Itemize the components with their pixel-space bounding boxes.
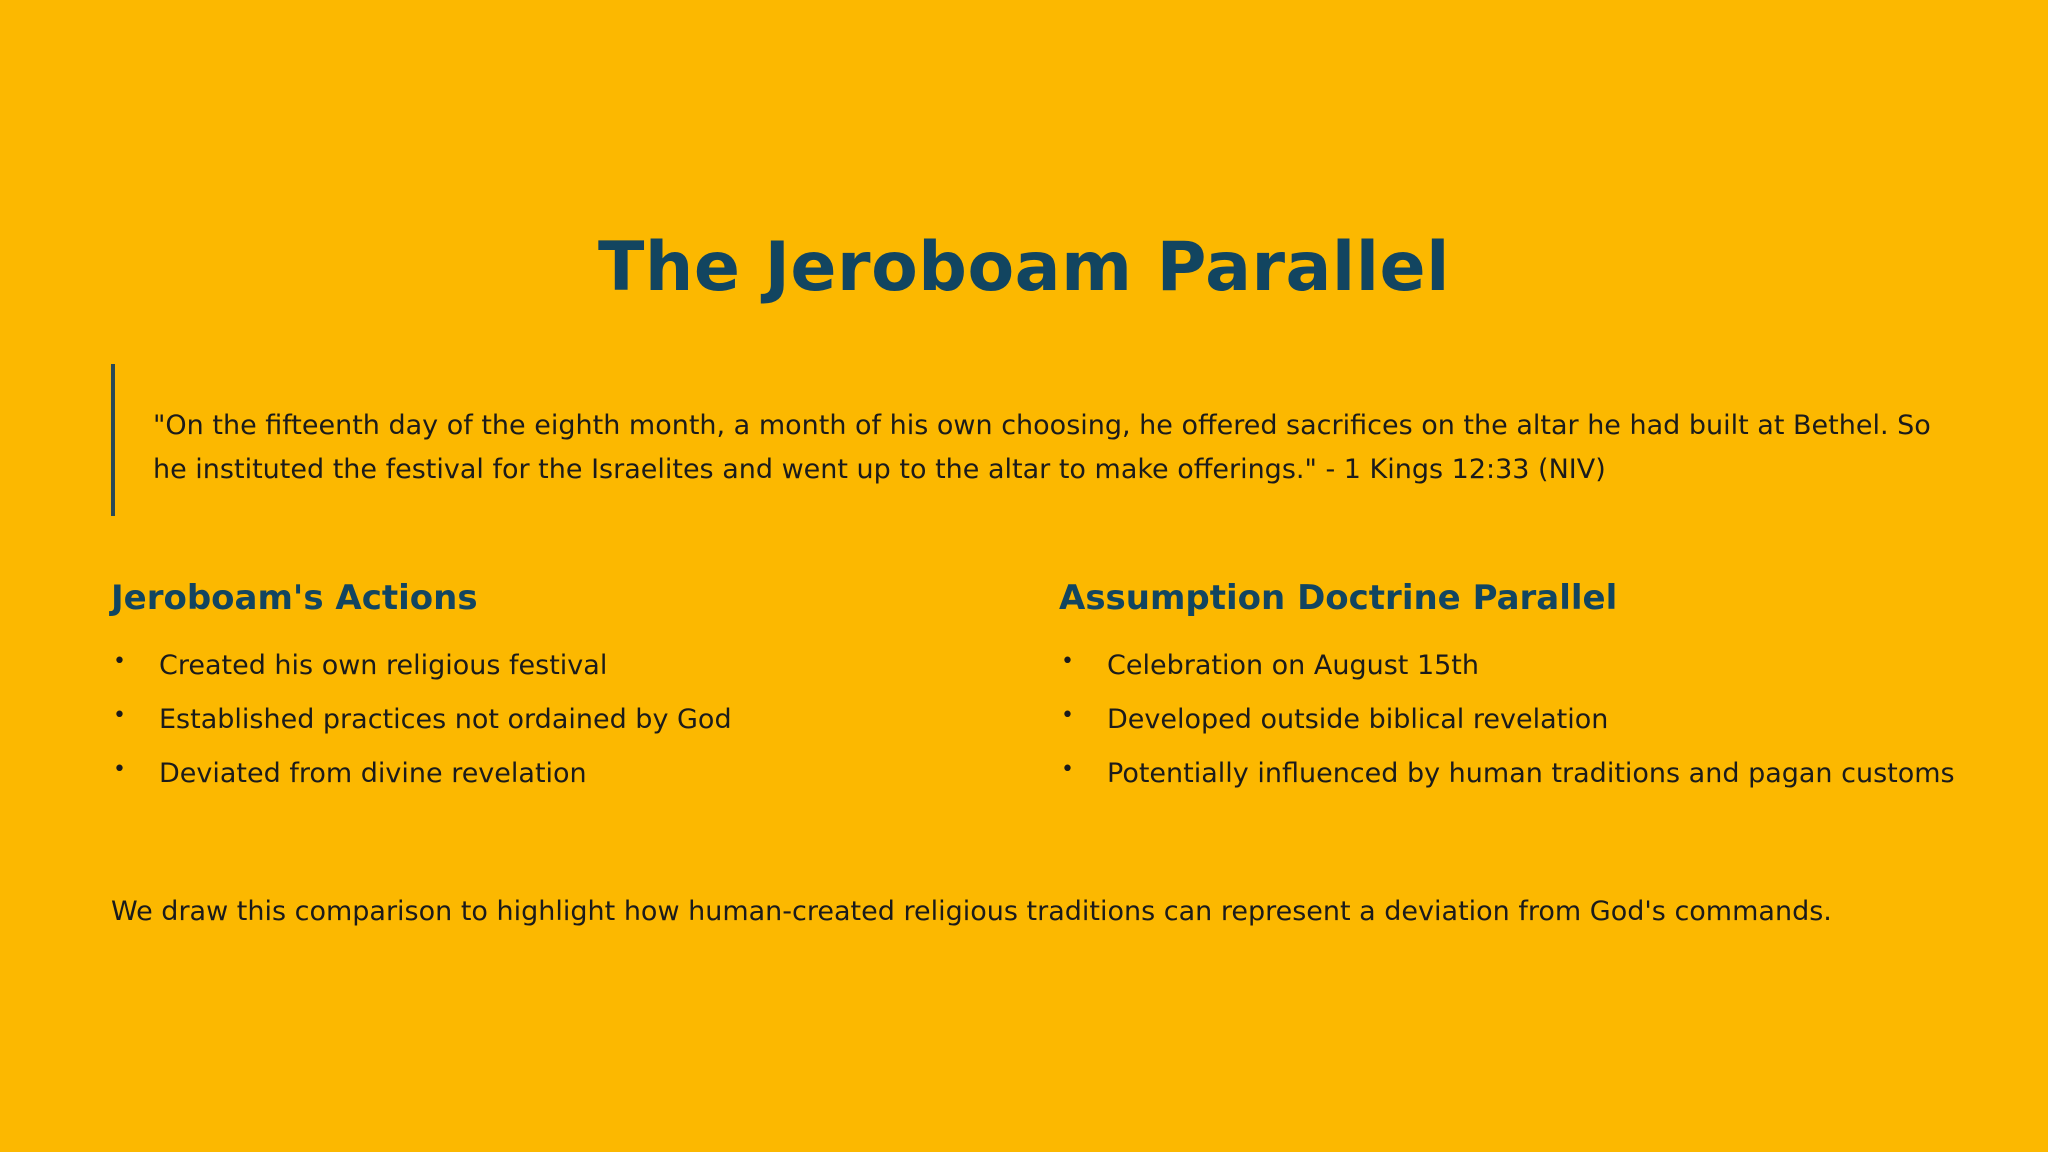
list-item xyxy=(111,702,1011,738)
jeroboam-actions-column xyxy=(111,574,1011,810)
list-item xyxy=(1059,756,1959,792)
conclusion-text: We draw this comparison to highlight how human-created religious traditions can represent a deviation from God's commands. xyxy=(111,896,1832,927)
jeroboam-actions-heading: Jeroboam's Actions xyxy=(111,578,478,618)
list-item xyxy=(111,648,1011,684)
assumption-parallel-list xyxy=(1059,648,1959,792)
list-item-text: Celebration on August 15th xyxy=(1107,650,1480,681)
assumption-parallel-column xyxy=(1059,574,1959,810)
bullet-icon: • xyxy=(113,757,126,782)
jeroboam-actions-list xyxy=(111,648,1011,792)
bullet-icon: • xyxy=(113,649,126,674)
bullet-icon: • xyxy=(1061,649,1074,674)
assumption-parallel-heading: Assumption Doctrine Parallel xyxy=(1059,578,1618,618)
list-item-text: Developed outside biblical revelation xyxy=(1107,704,1609,735)
bullet-icon: • xyxy=(1061,703,1074,728)
list-item-text: Deviated from divine revelation xyxy=(159,758,587,789)
list-item xyxy=(111,756,1011,792)
list-item xyxy=(1059,648,1959,684)
bullet-icon: • xyxy=(1061,757,1074,782)
list-item-text: Potentially influenced by human traditions and pagan customs xyxy=(1107,758,1955,789)
slide-title: The Jeroboam Parallel xyxy=(598,228,1450,307)
scripture-quote: "On the fifteenth day of the eighth month, a month of his own choosing, he offered sacrifices on the altar he had built at Bethel. So he instituted the festival for the Israelites and went up to the altar to make offerings." - 1 Kings 12:33 (NIV) xyxy=(111,364,1951,516)
list-item xyxy=(1059,702,1959,738)
list-item-text: Created his own religious festival xyxy=(159,650,608,681)
list-item-text: Established practices not ordained by God xyxy=(159,704,732,735)
bullet-icon: • xyxy=(113,703,126,728)
